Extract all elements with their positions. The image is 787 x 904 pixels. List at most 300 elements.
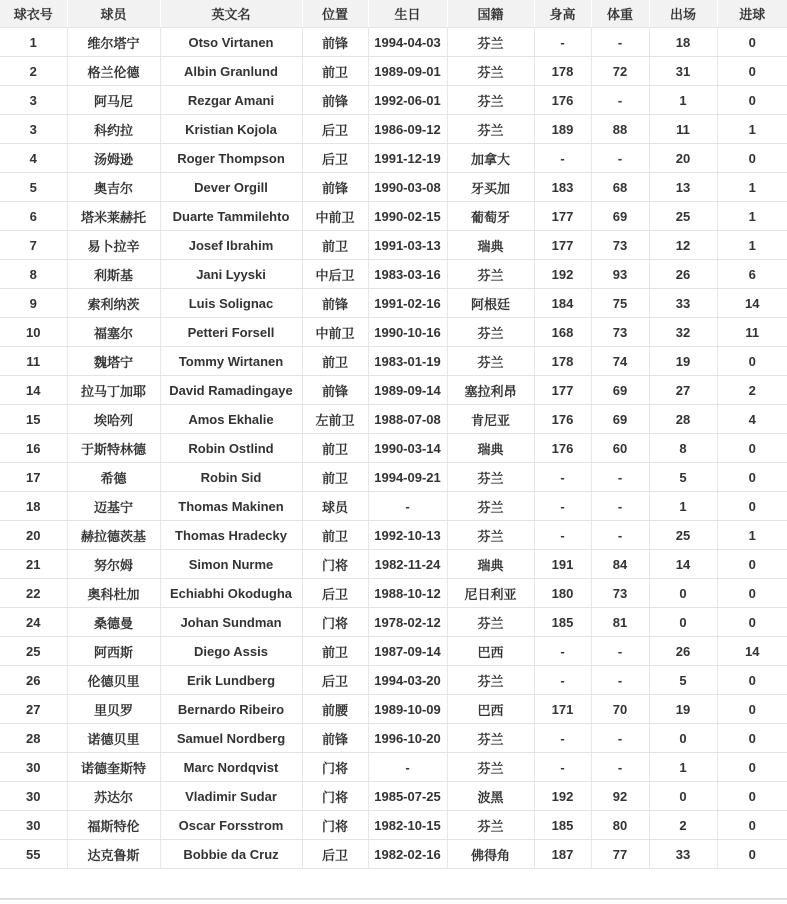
cell-position: 前锋 [302, 28, 368, 57]
cell-jersey_number: 21 [0, 550, 67, 579]
column-header-appearances: 出场 [649, 0, 717, 28]
cell-birthday: 1989-09-14 [368, 376, 447, 405]
cell-goals: 0 [717, 840, 787, 869]
cell-weight: - [591, 724, 649, 753]
cell-nationality: 芬兰 [447, 57, 534, 86]
cell-appearances: 5 [649, 666, 717, 695]
table-row [0, 405, 787, 434]
cell-weight: 93 [591, 260, 649, 289]
cell-weight: 84 [591, 550, 649, 579]
cell-position: 门将 [302, 753, 368, 782]
cell-height: 176 [534, 405, 591, 434]
cell-player_name: 埃哈列 [67, 405, 160, 434]
table-row [0, 608, 787, 637]
cell-english_name: Josef Ibrahim [160, 231, 302, 260]
cell-goals: 0 [717, 347, 787, 376]
cell-appearances: 33 [649, 840, 717, 869]
cell-birthday: 1988-07-08 [368, 405, 447, 434]
cell-jersey_number: 18 [0, 492, 67, 521]
cell-player_name: 迈基宁 [67, 492, 160, 521]
cell-goals: 0 [717, 434, 787, 463]
cell-weight: 80 [591, 811, 649, 840]
cell-nationality: 芬兰 [447, 347, 534, 376]
cell-birthday: 1994-04-03 [368, 28, 447, 57]
cell-height: 177 [534, 376, 591, 405]
column-header-goals: 进球 [717, 0, 787, 28]
cell-goals: 0 [717, 579, 787, 608]
table-row [0, 202, 787, 231]
table-body [0, 28, 787, 869]
footer-divider [0, 898, 787, 900]
cell-position: 中前卫 [302, 318, 368, 347]
cell-nationality: 瑞典 [447, 434, 534, 463]
table-row [0, 579, 787, 608]
cell-english_name: Tommy Wirtanen [160, 347, 302, 376]
cell-goals: 0 [717, 695, 787, 724]
cell-player_name: 福塞尔 [67, 318, 160, 347]
table-row [0, 289, 787, 318]
cell-weight: - [591, 521, 649, 550]
cell-appearances: 0 [649, 608, 717, 637]
cell-weight: - [591, 28, 649, 57]
cell-height: - [534, 753, 591, 782]
cell-player_name: 拉马丁加耶 [67, 376, 160, 405]
cell-weight: - [591, 753, 649, 782]
cell-player_name: 塔米莱赫托 [67, 202, 160, 231]
cell-birthday: 1996-10-20 [368, 724, 447, 753]
cell-jersey_number: 7 [0, 231, 67, 260]
cell-jersey_number: 30 [0, 811, 67, 840]
cell-position: 后卫 [302, 144, 368, 173]
cell-english_name: Vladimir Sudar [160, 782, 302, 811]
cell-jersey_number: 1 [0, 28, 67, 57]
table-row [0, 840, 787, 869]
cell-weight: 69 [591, 376, 649, 405]
cell-height: 178 [534, 347, 591, 376]
cell-birthday: 1991-03-13 [368, 231, 447, 260]
cell-nationality: 芬兰 [447, 753, 534, 782]
cell-english_name: Luis Solignac [160, 289, 302, 318]
cell-position: 门将 [302, 550, 368, 579]
cell-player_name: 魏塔宁 [67, 347, 160, 376]
cell-jersey_number: 28 [0, 724, 67, 753]
cell-goals: 6 [717, 260, 787, 289]
cell-player_name: 阿西斯 [67, 637, 160, 666]
cell-english_name: Rezgar Amani [160, 86, 302, 115]
cell-english_name: Dever Orgill [160, 173, 302, 202]
cell-height: 171 [534, 695, 591, 724]
cell-weight: 72 [591, 57, 649, 86]
cell-nationality: 巴西 [447, 637, 534, 666]
cell-jersey_number: 9 [0, 289, 67, 318]
cell-jersey_number: 3 [0, 86, 67, 115]
cell-nationality: 阿根廷 [447, 289, 534, 318]
cell-goals: 1 [717, 173, 787, 202]
cell-goals: 14 [717, 289, 787, 318]
cell-nationality: 牙买加 [447, 173, 534, 202]
cell-player_name: 赫拉德茨基 [67, 521, 160, 550]
cell-jersey_number: 55 [0, 840, 67, 869]
column-header-height: 身高 [534, 0, 591, 28]
cell-appearances: 32 [649, 318, 717, 347]
cell-weight: 73 [591, 231, 649, 260]
cell-player_name: 希德 [67, 463, 160, 492]
cell-birthday: 1978-02-12 [368, 608, 447, 637]
cell-goals: 0 [717, 492, 787, 521]
cell-birthday: 1989-10-09 [368, 695, 447, 724]
cell-appearances: 12 [649, 231, 717, 260]
cell-weight: 69 [591, 405, 649, 434]
cell-nationality: 波黑 [447, 782, 534, 811]
cell-goals: 1 [717, 202, 787, 231]
cell-birthday: 1990-10-16 [368, 318, 447, 347]
cell-nationality: 芬兰 [447, 86, 534, 115]
cell-position: 后卫 [302, 579, 368, 608]
cell-appearances: 0 [649, 579, 717, 608]
cell-weight: 77 [591, 840, 649, 869]
cell-english_name: Albin Granlund [160, 57, 302, 86]
cell-birthday: 1991-12-19 [368, 144, 447, 173]
cell-nationality: 葡萄牙 [447, 202, 534, 231]
cell-appearances: 31 [649, 57, 717, 86]
cell-appearances: 1 [649, 86, 717, 115]
cell-appearances: 33 [649, 289, 717, 318]
column-header-birthday: 生日 [368, 0, 447, 28]
cell-weight: 68 [591, 173, 649, 202]
cell-height: 184 [534, 289, 591, 318]
cell-nationality: 塞拉利昂 [447, 376, 534, 405]
cell-birthday: 1990-02-15 [368, 202, 447, 231]
cell-height: - [534, 463, 591, 492]
cell-jersey_number: 20 [0, 521, 67, 550]
cell-player_name: 格兰伦德 [67, 57, 160, 86]
cell-goals: 0 [717, 782, 787, 811]
cell-player_name: 科约拉 [67, 115, 160, 144]
cell-birthday: 1983-01-19 [368, 347, 447, 376]
cell-appearances: 19 [649, 695, 717, 724]
table-row [0, 260, 787, 289]
cell-jersey_number: 15 [0, 405, 67, 434]
cell-height: 178 [534, 57, 591, 86]
cell-jersey_number: 25 [0, 637, 67, 666]
cell-birthday: 1985-07-25 [368, 782, 447, 811]
header-row [0, 0, 787, 28]
cell-height: 176 [534, 86, 591, 115]
cell-weight: 81 [591, 608, 649, 637]
column-header-position: 位置 [302, 0, 368, 28]
table-row [0, 811, 787, 840]
cell-position: 前锋 [302, 289, 368, 318]
cell-height: 189 [534, 115, 591, 144]
cell-goals: 0 [717, 86, 787, 115]
cell-weight: 88 [591, 115, 649, 144]
table-row [0, 695, 787, 724]
table-row [0, 492, 787, 521]
cell-english_name: Echiabhi Okodugha [160, 579, 302, 608]
cell-height: 185 [534, 608, 591, 637]
cell-weight: - [591, 492, 649, 521]
table-row [0, 173, 787, 202]
cell-weight: 92 [591, 782, 649, 811]
cell-english_name: Diego Assis [160, 637, 302, 666]
column-header-nationality: 国籍 [447, 0, 534, 28]
cell-appearances: 0 [649, 724, 717, 753]
table-row [0, 347, 787, 376]
cell-jersey_number: 22 [0, 579, 67, 608]
cell-player_name: 汤姆逊 [67, 144, 160, 173]
cell-height: - [534, 521, 591, 550]
cell-english_name: Simon Nurme [160, 550, 302, 579]
cell-height: 192 [534, 260, 591, 289]
cell-position: 门将 [302, 782, 368, 811]
cell-birthday: - [368, 753, 447, 782]
cell-player_name: 达克鲁斯 [67, 840, 160, 869]
table-row [0, 115, 787, 144]
table-row [0, 666, 787, 695]
cell-height: 191 [534, 550, 591, 579]
cell-height: 192 [534, 782, 591, 811]
cell-english_name: David Ramadingaye [160, 376, 302, 405]
cell-nationality: 瑞典 [447, 231, 534, 260]
cell-jersey_number: 6 [0, 202, 67, 231]
cell-position: 前卫 [302, 521, 368, 550]
cell-appearances: 18 [649, 28, 717, 57]
cell-nationality: 芬兰 [447, 318, 534, 347]
column-header-weight: 体重 [591, 0, 649, 28]
cell-height: - [534, 637, 591, 666]
cell-height: 177 [534, 202, 591, 231]
cell-player_name: 奥科杜加 [67, 579, 160, 608]
cell-player_name: 索利纳茨 [67, 289, 160, 318]
cell-height: 185 [534, 811, 591, 840]
cell-position: 前卫 [302, 57, 368, 86]
cell-position: 前卫 [302, 637, 368, 666]
cell-jersey_number: 30 [0, 782, 67, 811]
cell-nationality: 芬兰 [447, 811, 534, 840]
cell-nationality: 芬兰 [447, 666, 534, 695]
table-row [0, 724, 787, 753]
cell-english_name: Thomas Makinen [160, 492, 302, 521]
cell-jersey_number: 5 [0, 173, 67, 202]
cell-appearances: 8 [649, 434, 717, 463]
cell-nationality: 瑞典 [447, 550, 534, 579]
cell-position: 前卫 [302, 231, 368, 260]
cell-birthday: 1983-03-16 [368, 260, 447, 289]
cell-goals: 0 [717, 463, 787, 492]
cell-goals: 4 [717, 405, 787, 434]
cell-english_name: Robin Sid [160, 463, 302, 492]
cell-english_name: Bernardo Ribeiro [160, 695, 302, 724]
cell-player_name: 诺德贝里 [67, 724, 160, 753]
cell-appearances: 25 [649, 521, 717, 550]
cell-goals: 0 [717, 811, 787, 840]
cell-weight: 75 [591, 289, 649, 318]
cell-nationality: 佛得角 [447, 840, 534, 869]
cell-birthday: 1982-10-15 [368, 811, 447, 840]
table-row [0, 521, 787, 550]
cell-position: 球员 [302, 492, 368, 521]
cell-goals: 14 [717, 637, 787, 666]
cell-goals: 0 [717, 28, 787, 57]
cell-jersey_number: 10 [0, 318, 67, 347]
table-row [0, 231, 787, 260]
cell-player_name: 苏达尔 [67, 782, 160, 811]
cell-player_name: 于斯特林德 [67, 434, 160, 463]
footer-gap [0, 869, 787, 898]
table-row [0, 57, 787, 86]
cell-jersey_number: 24 [0, 608, 67, 637]
column-header-jersey_number: 球衣号 [0, 0, 67, 28]
cell-height: - [534, 492, 591, 521]
cell-height: 168 [534, 318, 591, 347]
cell-position: 前腰 [302, 695, 368, 724]
cell-birthday: 1992-06-01 [368, 86, 447, 115]
cell-nationality: 肯尼亚 [447, 405, 534, 434]
cell-jersey_number: 27 [0, 695, 67, 724]
cell-goals: 0 [717, 753, 787, 782]
table-row [0, 782, 787, 811]
cell-position: 前卫 [302, 463, 368, 492]
cell-player_name: 诺德奎斯特 [67, 753, 160, 782]
cell-english_name: Oscar Forsstrom [160, 811, 302, 840]
cell-birthday: 1990-03-14 [368, 434, 447, 463]
cell-player_name: 里贝罗 [67, 695, 160, 724]
cell-player_name: 奥吉尔 [67, 173, 160, 202]
cell-birthday: 1988-10-12 [368, 579, 447, 608]
cell-goals: 2 [717, 376, 787, 405]
table-row [0, 637, 787, 666]
cell-english_name: Marc Nordqvist [160, 753, 302, 782]
cell-height: 180 [534, 579, 591, 608]
cell-height: 176 [534, 434, 591, 463]
table-header [0, 0, 787, 28]
cell-position: 中后卫 [302, 260, 368, 289]
table-row [0, 28, 787, 57]
cell-player_name: 努尔姆 [67, 550, 160, 579]
cell-english_name: Roger Thompson [160, 144, 302, 173]
cell-position: 前锋 [302, 173, 368, 202]
cell-jersey_number: 17 [0, 463, 67, 492]
cell-appearances: 5 [649, 463, 717, 492]
cell-birthday: 1982-11-24 [368, 550, 447, 579]
cell-weight: - [591, 637, 649, 666]
cell-english_name: Robin Ostlind [160, 434, 302, 463]
cell-appearances: 28 [649, 405, 717, 434]
cell-birthday: 1986-09-12 [368, 115, 447, 144]
cell-height: - [534, 144, 591, 173]
cell-goals: 0 [717, 724, 787, 753]
cell-nationality: 芬兰 [447, 608, 534, 637]
cell-goals: 0 [717, 666, 787, 695]
cell-player_name: 利斯基 [67, 260, 160, 289]
cell-appearances: 11 [649, 115, 717, 144]
cell-position: 后卫 [302, 115, 368, 144]
cell-weight: 73 [591, 579, 649, 608]
cell-birthday: 1992-10-13 [368, 521, 447, 550]
cell-goals: 0 [717, 57, 787, 86]
cell-jersey_number: 11 [0, 347, 67, 376]
table-row [0, 753, 787, 782]
cell-jersey_number: 2 [0, 57, 67, 86]
cell-weight: - [591, 86, 649, 115]
cell-birthday: 1987-09-14 [368, 637, 447, 666]
cell-goals: 0 [717, 608, 787, 637]
cell-jersey_number: 3 [0, 115, 67, 144]
cell-height: 183 [534, 173, 591, 202]
cell-player_name: 桑德曼 [67, 608, 160, 637]
cell-goals: 0 [717, 550, 787, 579]
cell-appearances: 26 [649, 637, 717, 666]
cell-birthday: 1994-09-21 [368, 463, 447, 492]
cell-position: 左前卫 [302, 405, 368, 434]
cell-jersey_number: 8 [0, 260, 67, 289]
cell-jersey_number: 4 [0, 144, 67, 173]
cell-birthday: 1991-02-16 [368, 289, 447, 318]
cell-position: 后卫 [302, 666, 368, 695]
cell-nationality: 芬兰 [447, 463, 534, 492]
table-row [0, 434, 787, 463]
table-row [0, 144, 787, 173]
cell-english_name: Samuel Nordberg [160, 724, 302, 753]
table-row [0, 463, 787, 492]
cell-goals: 1 [717, 521, 787, 550]
cell-nationality: 芬兰 [447, 492, 534, 521]
cell-english_name: Johan Sundman [160, 608, 302, 637]
cell-weight: - [591, 144, 649, 173]
cell-goals: 11 [717, 318, 787, 347]
cell-position: 中前卫 [302, 202, 368, 231]
cell-jersey_number: 30 [0, 753, 67, 782]
cell-weight: 60 [591, 434, 649, 463]
cell-height: 187 [534, 840, 591, 869]
cell-weight: - [591, 463, 649, 492]
cell-appearances: 13 [649, 173, 717, 202]
cell-position: 前锋 [302, 86, 368, 115]
cell-english_name: Amos Ekhalie [160, 405, 302, 434]
cell-appearances: 2 [649, 811, 717, 840]
cell-player_name: 伦德贝里 [67, 666, 160, 695]
column-header-player_name: 球员 [67, 0, 160, 28]
cell-height: - [534, 666, 591, 695]
cell-height: - [534, 724, 591, 753]
cell-english_name: Otso Virtanen [160, 28, 302, 57]
cell-nationality: 芬兰 [447, 521, 534, 550]
cell-english_name: Thomas Hradecky [160, 521, 302, 550]
cell-nationality: 芬兰 [447, 260, 534, 289]
cell-weight: - [591, 666, 649, 695]
cell-weight: 70 [591, 695, 649, 724]
cell-player_name: 易卜拉辛 [67, 231, 160, 260]
cell-birthday: 1982-02-16 [368, 840, 447, 869]
cell-appearances: 14 [649, 550, 717, 579]
cell-position: 门将 [302, 811, 368, 840]
cell-english_name: Duarte Tammilehto [160, 202, 302, 231]
cell-jersey_number: 16 [0, 434, 67, 463]
cell-position: 前锋 [302, 376, 368, 405]
cell-jersey_number: 26 [0, 666, 67, 695]
cell-nationality: 芬兰 [447, 115, 534, 144]
cell-weight: 69 [591, 202, 649, 231]
cell-player_name: 维尔塔宁 [67, 28, 160, 57]
cell-appearances: 27 [649, 376, 717, 405]
cell-position: 前卫 [302, 347, 368, 376]
column-header-english_name: 英文名 [160, 0, 302, 28]
cell-position: 后卫 [302, 840, 368, 869]
cell-appearances: 1 [649, 753, 717, 782]
cell-english_name: Kristian Kojola [160, 115, 302, 144]
cell-appearances: 19 [649, 347, 717, 376]
cell-appearances: 1 [649, 492, 717, 521]
